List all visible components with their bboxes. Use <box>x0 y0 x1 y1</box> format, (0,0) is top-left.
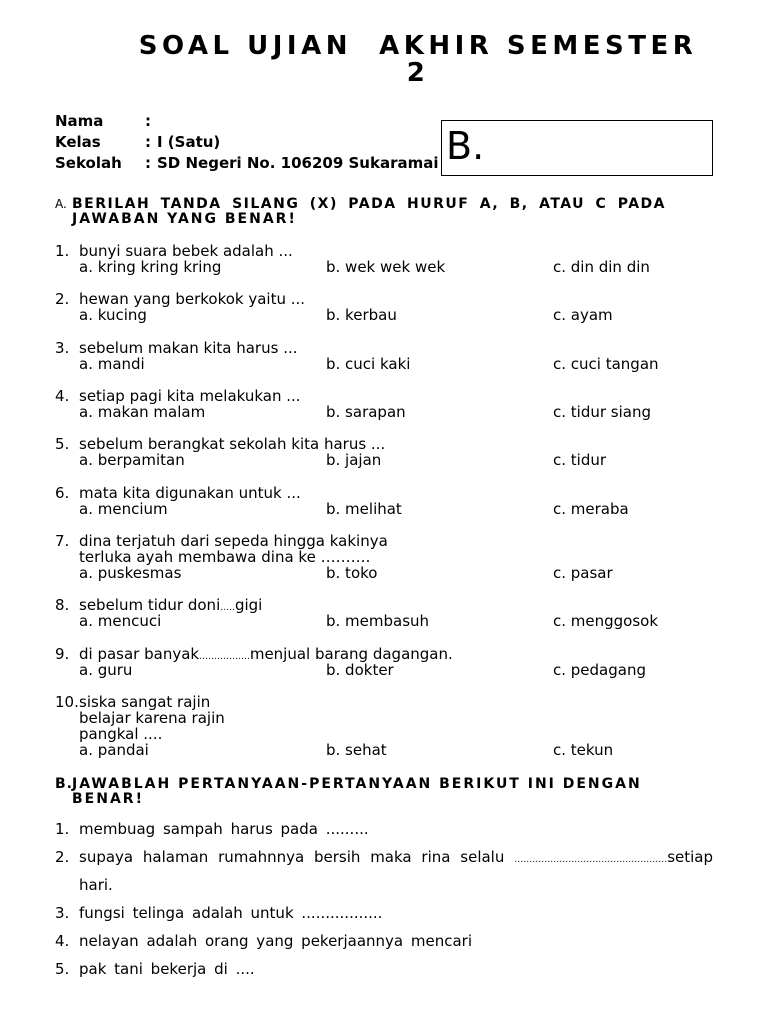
option-c: c. menggosok <box>553 612 659 630</box>
answer-blank: …………….. <box>199 652 250 662</box>
question-text: siska sangat rajin <box>79 693 211 711</box>
question-text: setiap pagi kita melakukan ... <box>79 387 301 405</box>
option-a: a. kucing <box>79 306 147 324</box>
info-row-name <box>0 113 440 129</box>
question-a-2 <box>0 290 768 324</box>
question-number: 2. <box>55 290 70 308</box>
question-number: 2. <box>55 848 70 866</box>
question-a-8 <box>0 596 768 630</box>
section-b-instruction-line-1: JAWABLAH PERTANYAAN-PERTANYAAN BERIKUT INI DENGAN <box>72 776 642 792</box>
info-separator: : <box>145 154 151 172</box>
question-number: 3. <box>55 904 70 922</box>
option-b: b. cuci kaki <box>326 355 411 373</box>
question-number: 5. <box>55 960 70 978</box>
question-a-4 <box>0 387 768 421</box>
section-a-instruction-line-2: JAWABAN YANG BENAR! <box>72 211 297 227</box>
question-text-before: di pasar banyak <box>79 645 200 663</box>
score-box <box>441 120 713 176</box>
option-b: b. dokter <box>326 661 394 679</box>
question-a-5 <box>0 435 768 469</box>
question-number: 7. <box>55 532 70 550</box>
option-c: c. din din din <box>553 258 650 276</box>
question-text <box>79 646 453 665</box>
question-number: 3. <box>55 339 70 357</box>
option-b: b. toko <box>326 564 378 582</box>
question-text: fungsi telinga adalah untuk ................. <box>79 904 383 922</box>
option-a: a. makan malam <box>79 403 206 421</box>
question-a-6 <box>0 484 768 518</box>
question-text-before: sebelum tidur doni <box>79 596 221 614</box>
question-number: 9. <box>55 645 70 663</box>
option-b: b. jajan <box>326 451 382 469</box>
question-text-continuation: hari. <box>79 876 113 894</box>
question-b-1 <box>0 820 768 838</box>
question-text: bunyi suara bebek adalah ... <box>79 242 293 260</box>
question-number: 4. <box>55 387 70 405</box>
question-number: 5. <box>55 435 70 453</box>
question-b-2 <box>0 848 768 894</box>
info-label: Nama <box>55 112 104 130</box>
option-a: a. kring kring kring <box>79 258 222 276</box>
info-row-class <box>0 134 440 150</box>
question-b-4 <box>0 932 768 950</box>
option-c: c. pasar <box>553 564 613 582</box>
info-separator: : <box>145 112 151 130</box>
question-text: sebelum berangkat sekolah kita harus ... <box>79 435 386 453</box>
question-a-1 <box>0 242 768 276</box>
question-number: 1. <box>55 820 70 838</box>
question-a-7 <box>0 532 768 582</box>
question-text-before: supaya halaman rumahnnya bersih maka rina selalu <box>79 848 505 866</box>
option-b: b. sehat <box>326 741 387 759</box>
option-b: b. membasuh <box>326 612 430 630</box>
section-a-instruction-line-1: BERILAH TANDA SILANG (X) PADA HURUF A, B, ATAU C PADA <box>72 196 666 212</box>
question-text-after: setiap <box>667 848 713 866</box>
answer-blank: ….. <box>220 603 235 613</box>
question-a-3 <box>0 339 768 373</box>
question-text-after: menjual barang dagangan. <box>249 645 453 663</box>
option-a: a. mencium <box>79 500 168 518</box>
option-c: c. tekun <box>553 741 614 759</box>
option-c: c. meraba <box>553 500 629 518</box>
option-a: a. puskesmas <box>79 564 182 582</box>
option-c: c. tidur <box>553 451 607 469</box>
option-c: c. pedagang <box>553 661 646 679</box>
question-text: membuag sampah harus pada ......... <box>79 820 369 838</box>
question-text: hewan yang berkokok yaitu ... <box>79 290 306 308</box>
answer-blank: …………………………………………… <box>514 855 668 865</box>
section-b-instruction-line-2: BENAR! <box>72 791 144 807</box>
option-b: b. sarapan <box>326 403 406 421</box>
section-b-marker: B. <box>55 776 73 792</box>
question-text: dina terjatuh dari sepeda hingga kakinya <box>79 532 388 550</box>
option-a: a. pandai <box>79 741 149 759</box>
question-text: nelayan adalah orang yang pekerjaannya mencari <box>79 932 472 950</box>
question-number: 8. <box>55 596 70 614</box>
info-value: SD Negeri No. 106209 Sukaramai <box>157 154 439 172</box>
option-c: c. cuci tangan <box>553 355 659 373</box>
info-label: Sekolah <box>55 154 122 172</box>
info-value: I (Satu) <box>157 133 221 151</box>
question-number: 10. <box>55 693 79 711</box>
question-text: pak tani bekerja di .... <box>79 960 255 978</box>
question-number: 1. <box>55 242 70 260</box>
option-b: b. wek wek wek <box>326 258 446 276</box>
exam-title-line-2: 2 <box>406 58 430 88</box>
question-text-after: gigi <box>234 596 263 614</box>
question-text: belajar karena rajin <box>79 709 225 727</box>
option-a: a. mandi <box>79 355 145 373</box>
info-separator: : <box>145 133 151 151</box>
question-number: 6. <box>55 484 70 502</box>
option-a: a. guru <box>79 661 133 679</box>
score-box-text: B. <box>446 124 485 168</box>
question-text: terluka ayah membawa dina ke ………. <box>79 548 371 566</box>
question-text: sebelum makan kita harus ... <box>79 339 298 357</box>
option-c: c. tidur siang <box>553 403 651 421</box>
info-label: Kelas <box>55 133 101 151</box>
question-text <box>79 849 713 868</box>
option-c: c. ayam <box>553 306 613 324</box>
info-row-school <box>0 155 440 171</box>
question-a-9 <box>0 645 768 679</box>
option-b: b. melihat <box>326 500 402 518</box>
question-b-3 <box>0 904 768 922</box>
exam-title-line-1: SOAL UJIAN AKHIR SEMESTER <box>138 31 698 61</box>
question-a-10 <box>0 693 768 759</box>
option-a: a. mencuci <box>79 612 162 630</box>
option-b: b. kerbau <box>326 306 397 324</box>
question-text: pangkal .... <box>79 725 163 743</box>
section-a-marker: A. <box>55 197 67 211</box>
option-a: a. berpamitan <box>79 451 185 469</box>
question-text: mata kita digunakan untuk ... <box>79 484 301 502</box>
question-number: 4. <box>55 932 70 950</box>
question-b-5 <box>0 960 768 978</box>
